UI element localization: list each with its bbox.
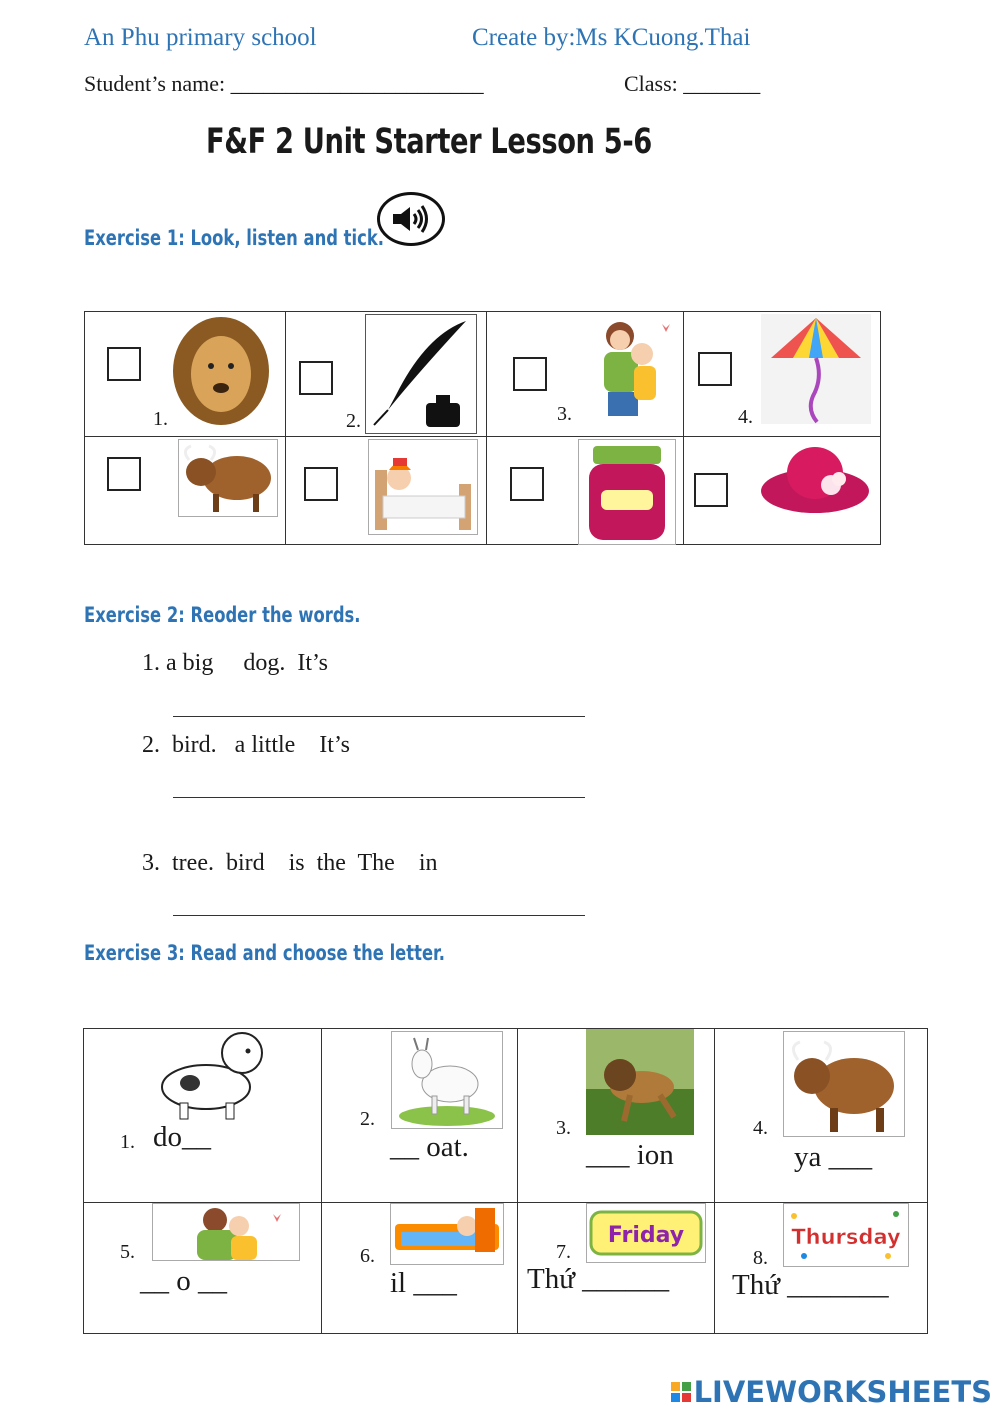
ex3-cell-1	[84, 1029, 322, 1203]
word-6[interactable]: il ___	[390, 1267, 457, 1299]
lion-picture	[171, 316, 271, 430]
ex3-cell-3	[518, 1029, 715, 1203]
reorder-item-3: 3. tree. bird is the The in	[142, 850, 438, 876]
word-4[interactable]: ya ___	[794, 1141, 873, 1173]
yak-picture	[178, 439, 278, 517]
word-2[interactable]: __ oat.	[390, 1131, 469, 1163]
ex3-cell-6	[322, 1203, 518, 1334]
kite-picture	[761, 314, 871, 424]
ex3-number-2: 2.	[360, 1108, 375, 1130]
word-8[interactable]: Thứ _______	[732, 1269, 889, 1301]
thursday-text: Thursday	[791, 1225, 901, 1249]
feather-picture	[365, 314, 477, 434]
tick-box-7[interactable]	[510, 467, 544, 501]
goat-picture	[391, 1031, 503, 1129]
exercise2-title: Exercise 2: Reoder the words.	[84, 603, 361, 627]
ex3-cell-5	[84, 1203, 322, 1334]
ex3-number-7: 7.	[556, 1241, 571, 1263]
ex3-number-5: 5.	[120, 1241, 135, 1263]
tick-box-1[interactable]	[107, 347, 141, 381]
ex3-cell-4	[715, 1029, 928, 1203]
tick-box-4[interactable]	[698, 352, 732, 386]
lion-photo	[586, 1029, 694, 1135]
ex3-cell-8	[715, 1203, 928, 1334]
ex1-cell-6	[286, 437, 487, 545]
answer-field-2[interactable]	[173, 797, 585, 798]
tick-box-6[interactable]	[304, 467, 338, 501]
class-label: Class: _______	[624, 71, 761, 96]
exercise1-title: Exercise 1: Look, listen and tick.	[84, 226, 384, 250]
word-5[interactable]: __ o __	[140, 1265, 227, 1297]
ex1-cell-5	[85, 437, 286, 545]
ex1-cell-7	[487, 437, 684, 545]
student-name-label: Student’s name: _______________________	[84, 71, 484, 96]
reorder-item-2: 2. bird. a little It’s	[142, 732, 350, 758]
answer-field-1[interactable]	[173, 716, 585, 717]
brand-text: LIVEWORKSHEETS	[693, 1375, 992, 1409]
ex3-cell-7	[518, 1203, 715, 1334]
liveworksheets-logo	[671, 1375, 992, 1409]
yak-picture-2	[783, 1031, 905, 1137]
tick-box-5[interactable]	[107, 457, 141, 491]
ex3-cell-2	[322, 1029, 518, 1203]
tick-box-3[interactable]	[513, 357, 547, 391]
hug-picture	[152, 1203, 300, 1261]
word-7[interactable]: Thứ ______	[527, 1263, 670, 1295]
sick-boy-picture	[390, 1203, 504, 1265]
red-hat-picture	[759, 439, 871, 519]
ex1-number-3: 3.	[557, 403, 572, 425]
exercise1-table	[84, 311, 881, 545]
page-title: F&F 2 Unit Starter Lesson 5-6	[206, 122, 652, 162]
tick-box-2[interactable]	[299, 361, 333, 395]
ex1-cell-3	[487, 312, 684, 437]
school-name: An Phu primary school	[84, 24, 317, 51]
word-3[interactable]: ___ ion	[586, 1139, 674, 1171]
ex1-cell-8	[684, 437, 881, 545]
ex1-cell-4	[684, 312, 881, 437]
creator-credit: Create by:Ms KCuong.Thai	[472, 24, 751, 51]
ex3-number-6: 6.	[360, 1245, 375, 1267]
ex3-number-1: 1.	[120, 1131, 135, 1153]
speaker-icon	[390, 204, 432, 234]
ex1-number-2: 2.	[346, 410, 361, 432]
sick-girl-picture	[368, 439, 478, 535]
answer-field-3[interactable]	[173, 915, 585, 916]
dog-picture	[150, 1029, 272, 1121]
ex1-cell-1	[85, 312, 286, 437]
ex1-number-1: 1.	[153, 408, 168, 430]
ex3-number-3: 3.	[556, 1117, 571, 1139]
friday-text: Friday	[607, 1223, 685, 1248]
ex1-cell-2	[286, 312, 487, 437]
exercise3-title: Exercise 3: Read and choose the letter.	[84, 941, 446, 965]
friday-picture	[586, 1203, 706, 1263]
reorder-item-1: 1. a big dog. It’s	[142, 650, 328, 676]
jam-jar-picture	[578, 439, 676, 545]
thursday-picture	[783, 1203, 909, 1267]
mother-hug-picture	[582, 314, 674, 422]
exercise3-table	[83, 1028, 928, 1334]
logo-icon	[671, 1382, 691, 1402]
ex3-number-8: 8.	[753, 1247, 768, 1269]
word-1[interactable]: do__	[153, 1121, 211, 1153]
tick-box-8[interactable]	[694, 473, 728, 507]
ex1-number-4: 4.	[738, 406, 753, 428]
ex3-number-4: 4.	[753, 1117, 768, 1139]
play-audio-button[interactable]	[377, 192, 445, 246]
